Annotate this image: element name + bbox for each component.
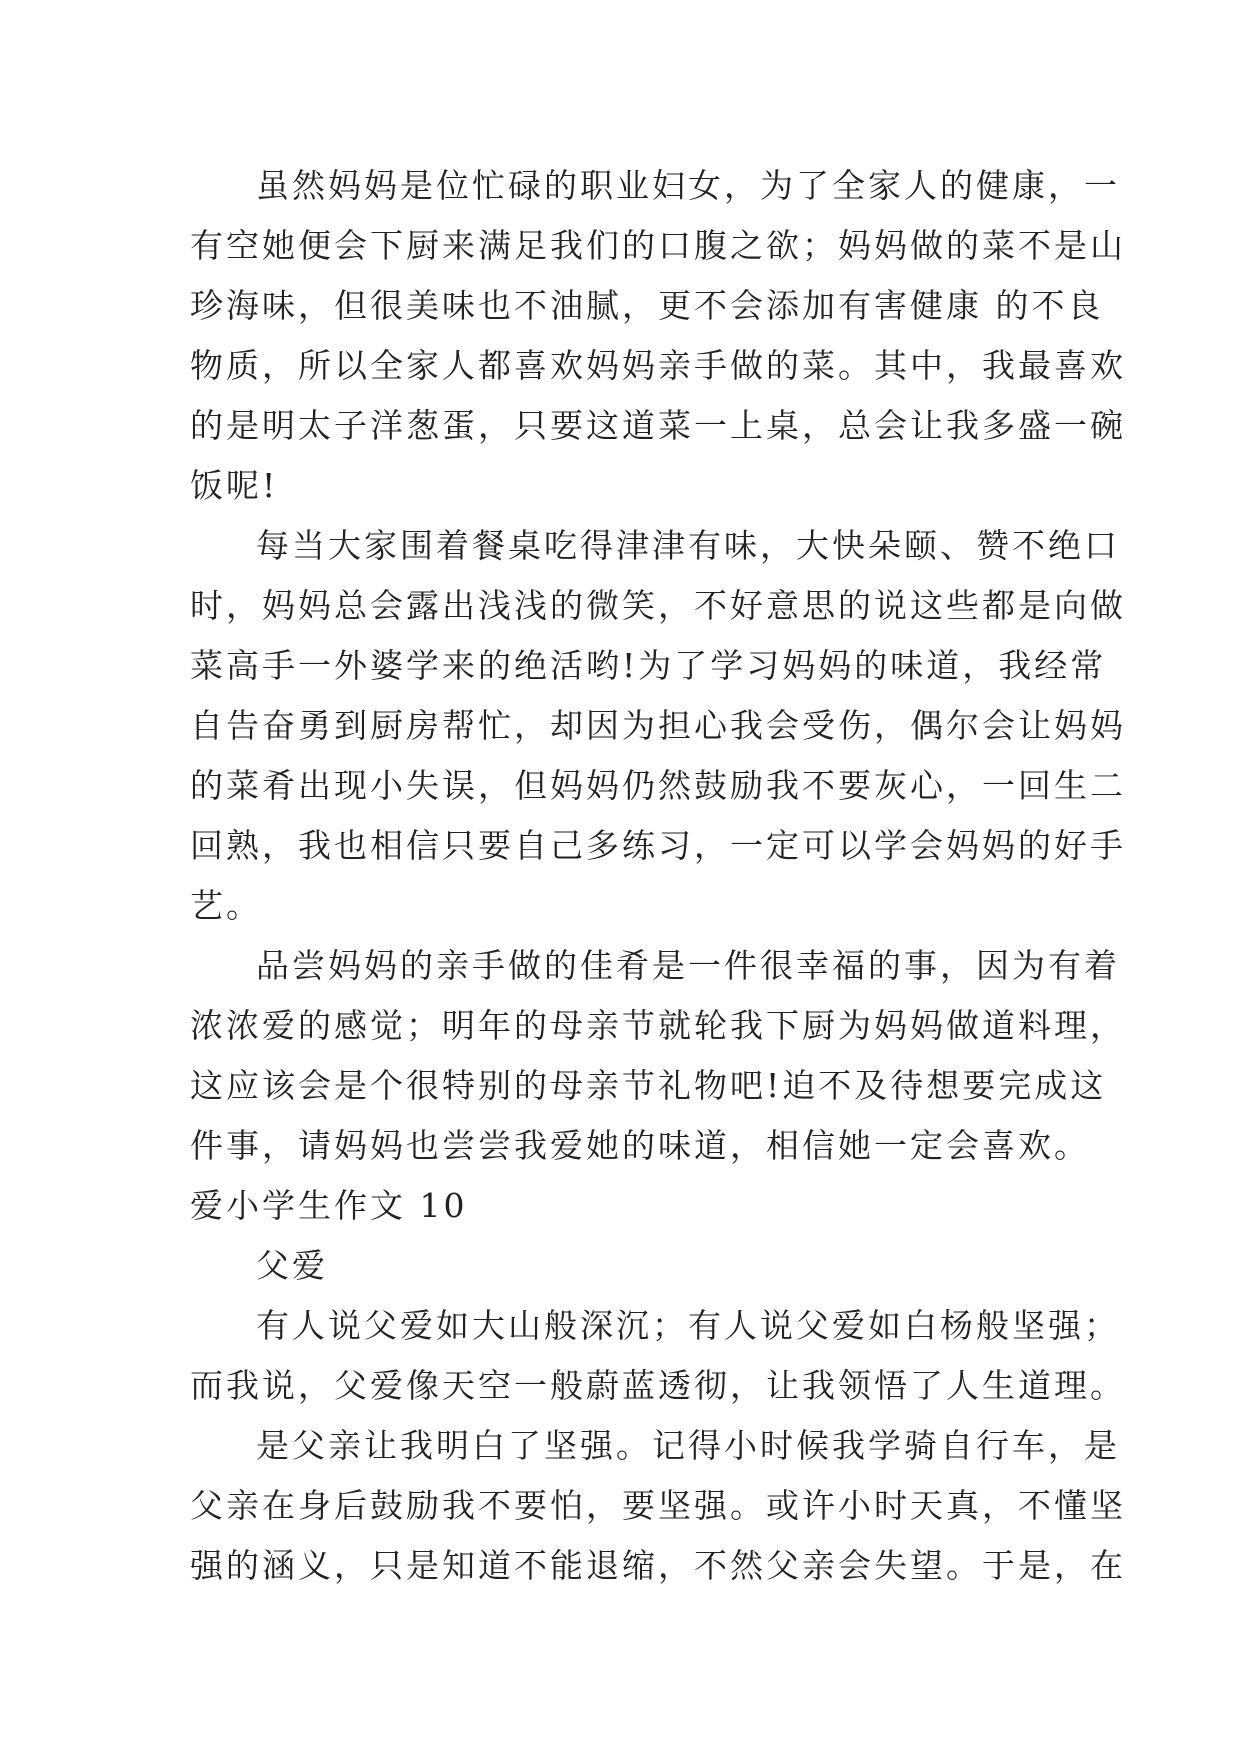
paragraph-line: 的是明太子洋葱蛋，只要这道菜一上桌，总会让我多盛一碗: [190, 406, 1126, 445]
essay-title: 父爱: [256, 1246, 328, 1285]
paragraph-line: 强的涵义，只是知道不能退缩，不然父亲会失望。于是，在: [190, 1546, 1126, 1585]
paragraph-line: 而我说，父爱像天空一般蔚蓝透彻，让我领悟了人生道理。: [190, 1366, 1126, 1405]
document-body: [190, 156, 1126, 1596]
paragraph-line: 品尝妈妈的亲手做的佳肴是一件很幸福的事，因为有着: [256, 946, 1120, 985]
paragraph-line: 珍海味，但很美味也不油腻，更不会添加有害健康 的不良: [190, 286, 1104, 325]
paragraph-line: 回熟，我也相信只要自己多练习，一定可以学会妈妈的好手: [190, 826, 1126, 865]
paragraph-line: 有空她便会下厨来满足我们的口腹之欲；妈妈做的菜不是山: [190, 226, 1126, 265]
paragraph-line: 父亲在身后鼓励我不要怕，要坚强。或许小时天真，不懂坚: [190, 1486, 1126, 1525]
paragraph-line: 浓浓爱的感觉；明年的母亲节就轮我下厨为妈妈做道料理，: [190, 1006, 1126, 1045]
paragraph-line: 这应该会是个很特别的母亲节礼物吧!迫不及待想要完成这: [190, 1066, 1107, 1105]
paragraph-line: 饭呢!: [190, 466, 279, 505]
paragraph-line: 菜高手一外婆学来的绝活哟!为了学习妈妈的味道，我经常: [190, 646, 1107, 685]
section-heading: 爱小学生作文 10: [190, 1186, 468, 1225]
paragraph-line: 有人说父爱如大山般深沉；有人说父爱如白杨般坚强；: [256, 1306, 1120, 1345]
paragraph-line: 自告奋勇到厨房帮忙，却因为担心我会受伤，偶尔会让妈妈: [190, 706, 1126, 745]
paragraph-line: 时，妈妈总会露出浅浅的微笑，不好意思的说这些都是向做: [190, 586, 1126, 625]
paragraph-line: 艺。: [190, 886, 262, 925]
paragraph-line: 每当大家围着餐桌吃得津津有味，大快朵颐、赞不绝口: [256, 526, 1120, 565]
paragraph-line: 物质，所以全家人都喜欢妈妈亲手做的菜。其中，我最喜欢: [190, 346, 1126, 385]
paragraph-line: 的菜肴出现小失误，但妈妈仍然鼓励我不要灰心，一回生二: [190, 766, 1126, 805]
paragraph-line: 是父亲让我明白了坚强。记得小时候我学骑自行车，是: [256, 1426, 1120, 1465]
paragraph-line: 件事，请妈妈也尝尝我爱她的味道，相信她一定会喜欢。: [190, 1126, 1090, 1165]
paragraph-line: 虽然妈妈是位忙碌的职业妇女，为了全家人的健康，一: [256, 166, 1120, 205]
